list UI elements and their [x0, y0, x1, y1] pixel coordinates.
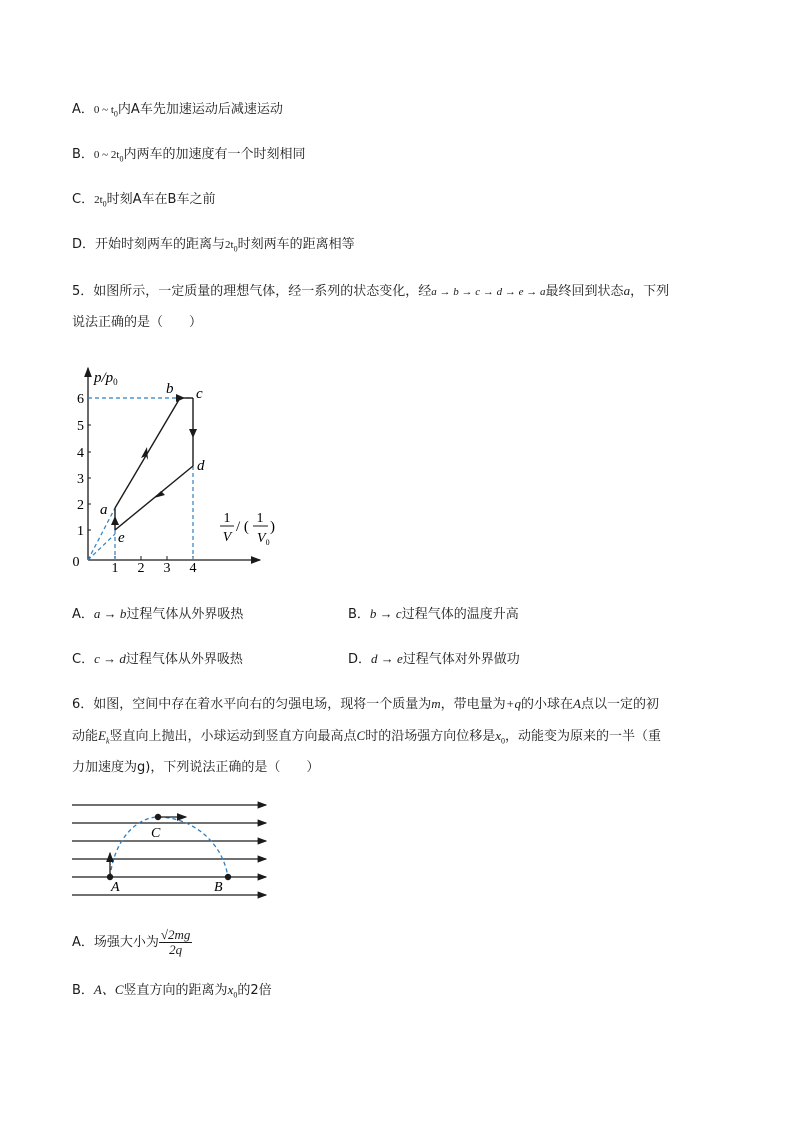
math: x [495, 728, 502, 743]
y-tick-2: 2 [77, 498, 84, 513]
y-tick-labels [77, 392, 84, 539]
option-prefix: B． [348, 607, 370, 622]
origin-label: 0 [72, 555, 80, 570]
option-text: 的2倍 [237, 983, 272, 998]
trajectory [110, 817, 228, 877]
label-a: A [111, 880, 120, 895]
option-text: 开始时刻两车的距离与 [95, 237, 226, 252]
fraction [159, 928, 193, 957]
stem-text: 最终回到状态 [545, 284, 624, 299]
label-d: d [197, 458, 205, 474]
q4-option-b [72, 145, 305, 170]
x-tick-4: 4 [189, 561, 197, 575]
process-path [115, 398, 193, 530]
math: 0 ~ 2t [93, 149, 120, 161]
stem-text: 力加速度为g)，下列说法正确的是（ ） [72, 760, 320, 775]
math: x [227, 982, 234, 997]
point-b-dot [225, 874, 231, 880]
label-b: b [166, 381, 174, 397]
math: a → b [93, 606, 127, 621]
q5-pv-graph [60, 360, 290, 575]
math: C [356, 728, 366, 743]
option-prefix: A． [72, 102, 94, 117]
math: 0 ~ t [93, 104, 114, 116]
stem-text: 6．如图，空间中存在着水平向右的匀强电场，现将一个质量为 [72, 697, 432, 712]
svg-text:1: 1 [256, 511, 264, 526]
stem-text: ，动能变为原来的一半（重 [505, 729, 662, 744]
option-prefix: A．场强大小为 [72, 935, 159, 950]
math-sub: k [105, 736, 110, 746]
stem-text: 竖直向上抛出，小球运动到竖直方向最高点 [109, 729, 357, 744]
q6-stem-line3 [72, 758, 319, 778]
label-c: c [196, 386, 203, 402]
option-prefix: D． [348, 652, 372, 667]
option-prefix: B． [72, 983, 94, 998]
math: m [431, 696, 441, 711]
fraction-numerator: √2mg [160, 927, 191, 942]
q4-option-a [72, 100, 283, 125]
y-tick-6: 6 [77, 392, 84, 407]
option-text: 过程气体从外界吸热 [125, 652, 243, 667]
label-c: C [151, 826, 161, 841]
q4-option-d [72, 235, 355, 260]
math: d → e [371, 651, 403, 666]
q4-option-c [72, 190, 215, 215]
option-text: 过程气体的温度升高 [401, 607, 519, 622]
option-prefix: B． [72, 147, 94, 162]
state-symbol: a [623, 283, 631, 298]
stem-text: ，带电量为 [440, 697, 506, 712]
y-tick-5: 5 [77, 419, 84, 434]
math-sub: 0 [113, 109, 118, 119]
svg-text:V: V [222, 530, 232, 545]
math: A、C [93, 982, 124, 997]
math: E [98, 728, 106, 743]
option-prefix: C． [72, 192, 95, 207]
option-prefix: D． [72, 237, 96, 252]
stem-text: 的小球在 [520, 697, 573, 712]
math: 2t [225, 239, 234, 251]
q6-stem-line2 [72, 726, 661, 752]
math: A [572, 696, 581, 711]
option-prefix: A． [72, 607, 94, 622]
option-text: 时刻A车在B车之前 [106, 192, 216, 207]
fraction-denominator: 2q [169, 942, 183, 957]
q6-stem-line1 [72, 694, 659, 715]
arrow-cd [189, 429, 197, 438]
stem-text: 点以一定的初 [580, 697, 659, 712]
arrow-de [154, 491, 165, 498]
q6-option-a [72, 928, 192, 958]
math-sub: 0 [233, 990, 238, 1000]
option-text: 过程气体对外界做功 [402, 652, 520, 667]
svg-text:V0: $V_0$ [257, 531, 270, 547]
label-e: e [118, 530, 125, 546]
state-chain: a → b → c → d → e → a [431, 286, 546, 298]
y-tick-4: 4 [77, 446, 84, 461]
x-axis-label [220, 511, 275, 547]
point-c-dot [155, 814, 161, 820]
q6-field-figure [70, 795, 270, 905]
stem-text: 动能 [72, 729, 99, 744]
math: c → d [94, 651, 126, 666]
math: 2t [94, 194, 103, 206]
label-b: B [214, 880, 223, 895]
svg-text:): ) [270, 519, 275, 535]
q5-option-b [348, 604, 519, 625]
x-tick-labels [73, 555, 197, 575]
x-tick-1: 1 [111, 561, 119, 575]
option-text: 内A车先加速运动后减速运动 [117, 102, 283, 117]
option-prefix: C． [72, 652, 95, 667]
option-text: 过程气体从外界吸热 [126, 607, 244, 622]
stem-text: ，下列 [630, 284, 670, 299]
math-sub: 0 [119, 154, 124, 164]
math-sub: 0 [102, 199, 107, 209]
arrow-bc [176, 394, 185, 402]
x-tick-2: 2 [137, 561, 145, 575]
y-tick-1: 1 [77, 524, 84, 539]
y-tick-3: 3 [77, 472, 84, 487]
option-text: 内两车的加速度有一个时刻相同 [123, 147, 306, 162]
q5-stem-line2 [72, 313, 202, 333]
x-tick-3: 3 [163, 561, 171, 575]
stem-text: 说法正确的是（ ） [72, 315, 203, 330]
q5-option-c [72, 649, 243, 670]
label-a: a [100, 502, 108, 518]
option-text: 时刻两车的距离相等 [237, 237, 355, 252]
stem-text: 时的沿场强方向位移是 [365, 729, 496, 744]
q6-option-b [72, 980, 272, 1006]
path-a-b [115, 398, 180, 508]
math: b → c [369, 606, 402, 621]
math-sub: 0 [233, 244, 238, 254]
option-text: 竖直方向的距离为 [123, 983, 228, 998]
stem-text: 5．如图所示，一定质量的理想气体，经一系列的状态变化，经 [72, 284, 432, 299]
svg-text:/ (: / ( [236, 519, 249, 535]
arrow-ea [111, 516, 119, 525]
math-sub: 0 [501, 736, 506, 746]
q5-stem-line1 [72, 281, 669, 302]
direction-arrows [111, 394, 197, 525]
q5-option-d [348, 649, 520, 670]
q5-option-a [72, 604, 243, 625]
svg-text:1: 1 [223, 511, 231, 526]
y-axis-label: $p/p_0$ [94, 370, 118, 387]
math: +q [505, 696, 521, 711]
